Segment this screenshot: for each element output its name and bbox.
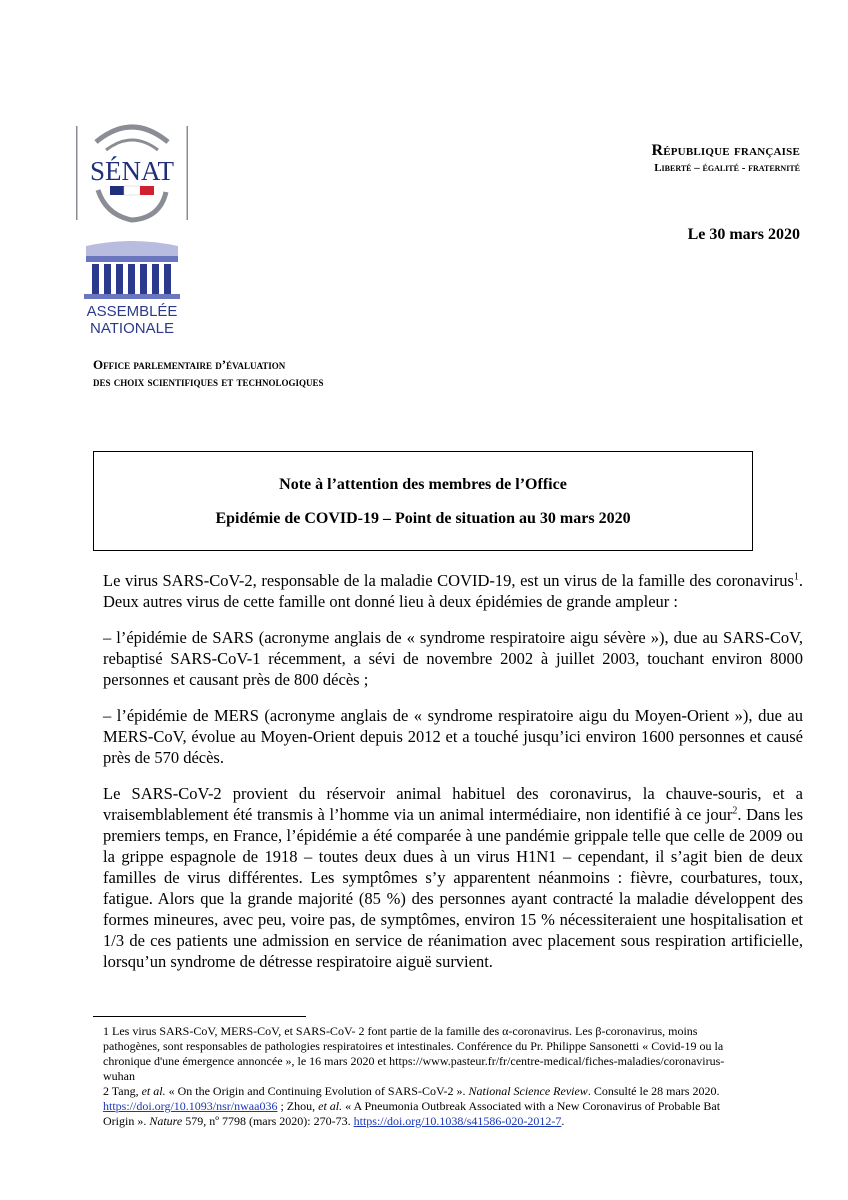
footnote-2: [103, 1084, 753, 1129]
assemblee-nationale-logo-graphic: [76, 238, 188, 336]
assemblee-nationale-logo: [76, 238, 188, 336]
an-logo-line1: ASSEMBLÉE: [86, 303, 178, 320]
paragraph-4-text-b: . Dans les premiers temps, en France, l’épidémie a été comparée à une pandémie grippale telle que celle de 2009 ou la grippe espagnole de 1918 – toutes deux dues à un virus H1N1 – cependant, il s’agit bien de deux familles de virus différentes. Les symptômes s’y apparentent néanmoins : fièvre, courbatures, toux, fatigue. Alors que la grande majorité (85 %) des personnes ayant contracté la maladie développent des formes mineures, avec peu, voire pas, de symptômes, environ 15 % nécessiteraient une hospitalisation et 1/3 de ces patients une admission en service de réanimation avec placement sous respiration artificielle, lorsqu’un syndrome de détresse respiratoire aiguë survient.: [103, 805, 803, 971]
footnote-divider: [93, 1016, 306, 1017]
office-name-line1: Office parlementaire d’évaluation: [93, 357, 286, 372]
paragraph-2: – l’épidémie de SARS (acronyme anglais de « syndrome respiratoire aigu sévère »), due au SARS-CoV, rebaptisé SARS-CoV-1 récemment, a sévi de novembre 2002 à juillet 2003, touchant environ 8000 personnes et causant près de 800 décès ;: [103, 628, 803, 689]
republic-motto: Liberté – égalité - fraternité: [654, 162, 800, 174]
paragraph-1-text-a: Le virus SARS-CoV-2, responsable de la maladie COVID-19, est un virus de la famille des coronavirus: [103, 571, 794, 590]
senat-logo-text: SÉNAT: [89, 156, 175, 186]
footnote-2-text-g: .: [561, 1114, 565, 1128]
footnote-2-etal-1: et al.: [141, 1084, 166, 1098]
doi-link-1[interactable]: https://doi.org/10.1093/nsr/nwaa036: [103, 1099, 278, 1113]
office-name-line2: des choix scientifiques et technologiques: [93, 374, 324, 389]
note-title: Note à l’attention des membres de l’Office: [279, 476, 567, 493]
document-body: [103, 570, 803, 987]
note-title-box: [93, 451, 753, 551]
footnote-2-text-c: . Consulté le 28 mars 2020.: [587, 1084, 720, 1098]
paragraph-3: – l’épidémie de MERS (acronyme anglais de « syndrome respiratoire aigu du Moyen-Orient »), due au MERS-CoV, évolue au Moyen-Orient depuis 2012 et a touché jusqu’ici environ 1600 personnes et causé près de 570 décès.: [103, 706, 803, 767]
an-logo-line2: NATIONALE: [90, 320, 174, 336]
footnote-2-text-a: 2 Tang,: [103, 1084, 142, 1098]
footnote-2-text-e: « A Pneumonia Outbreak Associated with a New Coronavirus of Probable Bat Origin ».: [103, 1099, 721, 1128]
footnote-2-journal-1: National Science Review: [468, 1084, 588, 1098]
doi-link-2[interactable]: https://doi.org/10.1038/s41586-020-2012-7: [353, 1114, 562, 1128]
footnote-2-text-b: « On the Origin and Continuing Evolution of SARS-CoV-2 ».: [165, 1084, 469, 1098]
republique-francaise: République française: [651, 142, 800, 159]
footnote-ref-1[interactable]: 1: [793, 571, 799, 583]
paragraph-4-text-a: Le SARS-CoV-2 provient du réservoir animal habituel des coronavirus, la chauve-souris, et a vraisemblablement été transmis à l’homme via un animal intermédiaire, non identifié à ce jour: [103, 784, 803, 824]
paragraph-1-text-b: . Deux autres virus de cette famille ont donné lieu à deux épidémies de grande ampleur :: [103, 571, 803, 611]
paragraph-1: [103, 570, 803, 612]
footnote-2-text-d: ; Zhou,: [277, 1099, 319, 1113]
senat-logo-graphic: [76, 120, 188, 232]
footnote-2-etal-2: et al.: [318, 1099, 343, 1113]
footnote-ref-2[interactable]: 2: [732, 805, 738, 817]
footnote-2-text-f: 579, nº 7798 (mars 2020): 270-73.: [182, 1114, 354, 1128]
note-subtitle: Epidémie de COVID-19 – Point de situation au 30 mars 2020: [215, 510, 631, 527]
republique-header: [651, 142, 800, 174]
footnote-2-journal-2: Nature: [149, 1114, 183, 1128]
office-name: [93, 356, 324, 390]
senat-logo: [76, 120, 188, 232]
document-date: Le 30 mars 2020: [687, 226, 800, 243]
footnotes: [103, 1024, 753, 1129]
paragraph-4: [103, 783, 803, 972]
footnote-1: 1 Les virus SARS-CoV, MERS-CoV, et SARS-CoV- 2 font partie de la famille des α-coronavirus. Les β-coronavirus, moins pathogènes, sont responsables de pathologies respiratoires et intestinales. Conférence du Pr. Philippe Sansonetti « Covid-19 ou la chronique d'une émergence annoncée », le 16 mars 2020 et https://www.pasteur.fr/fr/centre-medical/fiches-maladies/coronavirus-wuhan: [103, 1024, 725, 1083]
